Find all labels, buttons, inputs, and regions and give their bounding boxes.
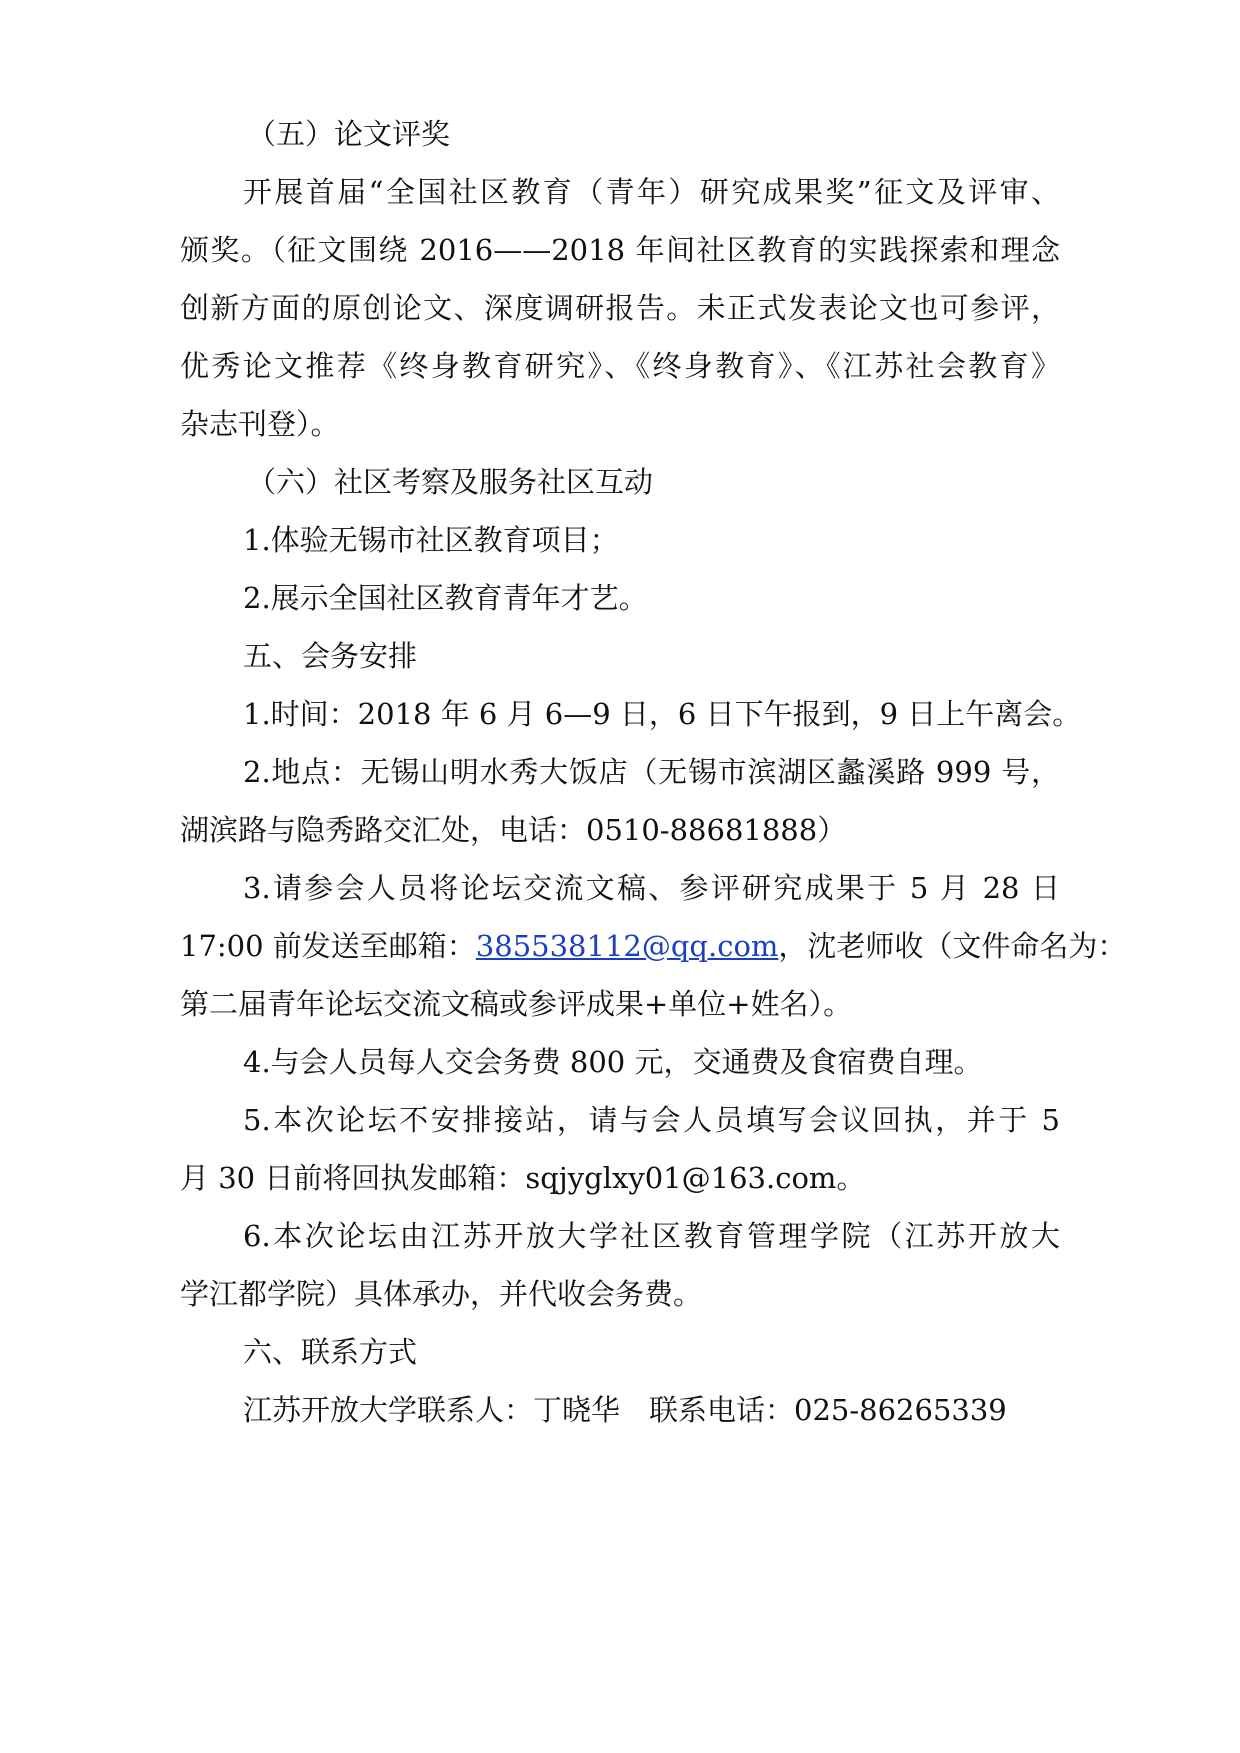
section-heading-paper-award: （五）论文评奖: [247, 117, 451, 151]
paragraph-line: 创新方面的原创论文、深度调研报告。未正式发表论文也可参评，: [180, 291, 1060, 325]
paragraph-line: 优秀论文推荐《终身教育研究》、《终身教育》、《江苏社会教育》: [180, 349, 1060, 383]
paragraph-line: 5.本次论坛不安排接站，请与会人员填写会议回执，并于 5: [243, 1103, 1060, 1137]
paragraph-line: 颁奖。（征文围绕 2016——2018 年间社区教育的实践探索和理念: [180, 233, 1060, 267]
paragraph-line: 杂志刊登）。: [180, 407, 340, 441]
paragraph-text: ，沈老师收（文件命名为：: [778, 929, 1127, 963]
list-item: 4.与会人员每人交会务费 800 元，交通费及食宿费自理。: [243, 1045, 983, 1079]
paragraph-line: 第二届青年论坛交流文稿或参评成果+单位+姓名）。: [180, 987, 853, 1021]
list-item: 1.体验无锡市社区教育项目；: [243, 523, 619, 557]
paragraph-line: 6.本次论坛由江苏开放大学社区教育管理学院（江苏开放大: [243, 1219, 1060, 1253]
section-heading-arrangements: 五、会务安排: [243, 639, 418, 673]
paragraph-line: 2.地点：无锡山明水秀大饭店（无锡市滨湖区蠡溪路 999 号，: [243, 755, 1060, 789]
paragraph-line: 学江都学院）具体承办，并代收会务费。: [180, 1277, 703, 1311]
list-item: 2.展示全国社区教育青年才艺。: [243, 581, 648, 615]
paragraph-text: 17:00 前发送至邮箱：: [180, 929, 476, 963]
list-item: 1.时间：2018 年 6 月 6—9 日，6 日下午报到，9 日上午离会。: [243, 697, 1082, 731]
paragraph-line: 3.请参会人员将论坛交流文稿、参评研究成果于 5 月 28 日: [243, 871, 1060, 905]
section-heading-community-visit: （六）社区考察及服务社区互动: [247, 465, 654, 499]
section-heading-contact: 六、联系方式: [243, 1335, 418, 1369]
email-link[interactable]: 385538112@qq.com: [475, 929, 779, 963]
paragraph-line: 湖滨路与隐秀路交汇处，电话：0510-88681888）: [180, 813, 847, 847]
paragraph-line: 月 30 日前将回执发邮箱：sqjyglxy01@163.com。: [180, 1161, 866, 1195]
paragraph-line: 开展首届“全国社区教育（青年）研究成果奖”征文及评审、: [243, 175, 1060, 209]
contact-line: 江苏开放大学联系人：丁晓华 联系电话：025-86265339: [243, 1393, 1007, 1427]
paragraph-line: [180, 926, 1126, 966]
